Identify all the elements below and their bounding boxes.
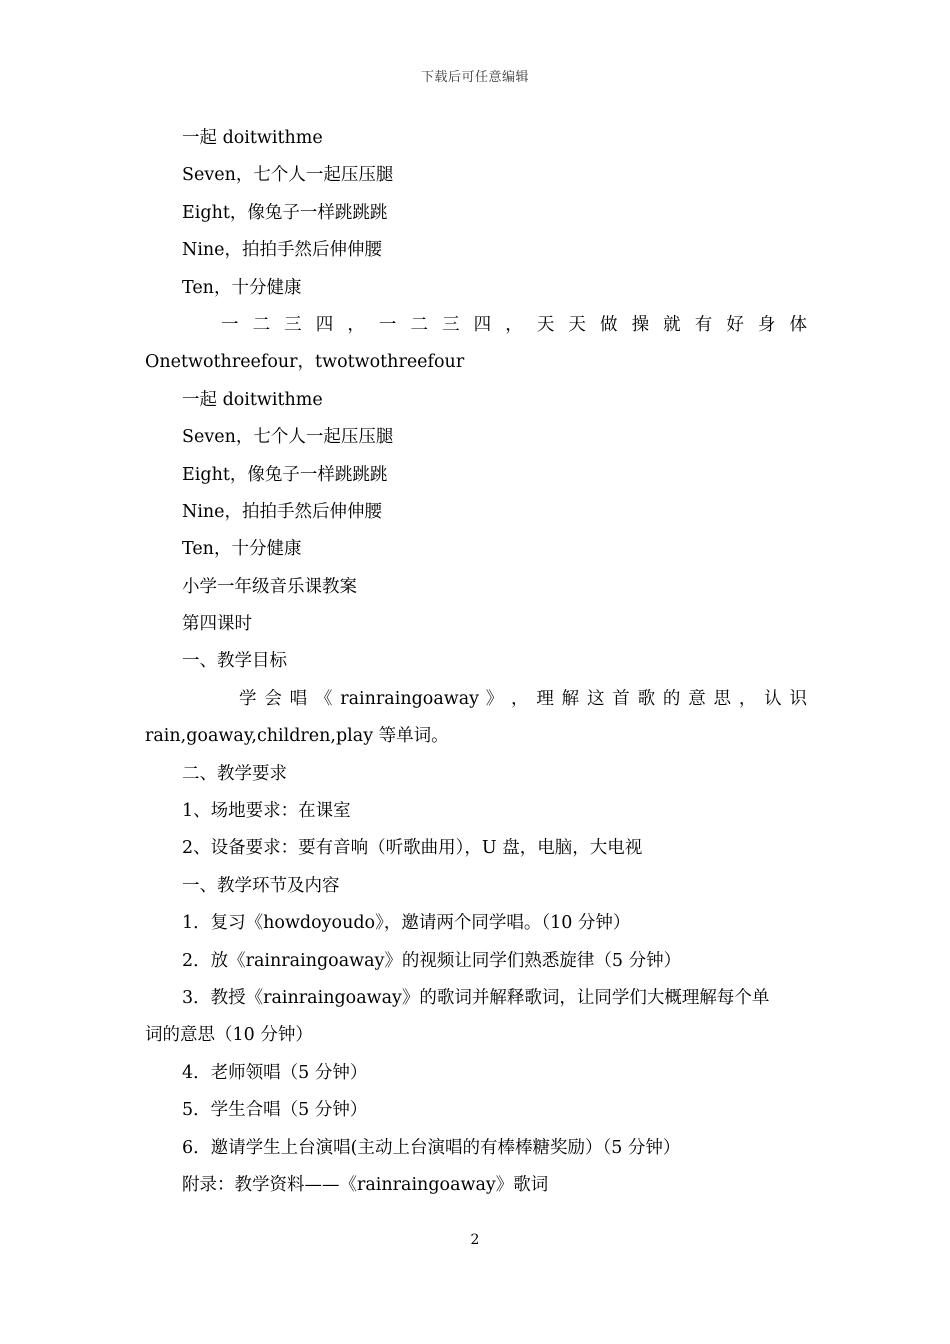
text-line: rain,goaway,children,play 等单词。 — [145, 726, 449, 747]
text-line: 词的意思（10 分钟） — [145, 1025, 313, 1046]
text-line: Nine，拍拍手然后伸伸腰 — [182, 240, 383, 261]
text-line: 一 二 三 四 ， 一 二 三 四 ， 天 天 做 操 就 有 好 身 体 — [221, 314, 807, 335]
text-line: Nine，拍拍手然后伸伸腰 — [182, 501, 383, 522]
page-header: 下载后可任意编辑 — [420, 70, 529, 85]
text-line: 一、教学环节及内容 — [182, 875, 340, 896]
text-line: Ten，十分健康 — [182, 539, 302, 560]
text-line: 5．学生合唱（5 分钟） — [182, 1100, 368, 1121]
text-line: 3．教授《rainraingoaway》的歌词并解释歌词，让同学们大概理解每个单 — [182, 987, 770, 1008]
text-line: 第四课时 — [182, 614, 252, 635]
text-line: 二、教学要求 — [182, 763, 287, 784]
text-line: 2．放《rainraingoaway》的视频让同学们熟悉旋律（5 分钟） — [182, 950, 682, 971]
text-line: 小学一年级音乐课教案 — [182, 576, 357, 597]
text-line: 学 会 唱 《 rainraingoaway 》 ， 理 解 这 首 歌 的 意 思 ， 认 识 — [239, 688, 807, 709]
document-body — [145, 120, 807, 1204]
text-line: 1、场地要求：在课室 — [182, 801, 351, 822]
text-line: Eight，像兔子一样跳跳跳 — [182, 202, 388, 223]
text-line: 一、教学目标 — [182, 651, 287, 672]
text-line: Seven，七个人一起压压腿 — [182, 427, 394, 448]
text-line: 1．复习《howdoyoudo》，邀请两个同学唱。（10 分钟） — [182, 913, 631, 934]
page-number: 2 — [470, 1232, 480, 1248]
text-line: 6．邀请学生上台演唱(主动上台演唱的有棒棒糖奖励）（5 分钟） — [182, 1137, 681, 1158]
text-line: 4．老师领唱（5 分钟） — [182, 1062, 368, 1083]
text-line: Seven，七个人一起压压腿 — [182, 165, 394, 186]
text-line: Ten，十分健康 — [182, 277, 302, 298]
text-line: 2、设备要求：要有音响（听歌曲用），U 盘，电脑，大电视 — [182, 838, 643, 859]
text-line: Onetwothreefour，twotwothreefour — [145, 352, 465, 373]
text-line: 一起 doitwithme — [182, 389, 323, 410]
text-line: Eight，像兔子一样跳跳跳 — [182, 464, 388, 485]
text-line: 附录：教学资料——《rainraingoaway》歌词 — [182, 1174, 549, 1195]
text-line: 一起 doitwithme — [182, 128, 323, 148]
